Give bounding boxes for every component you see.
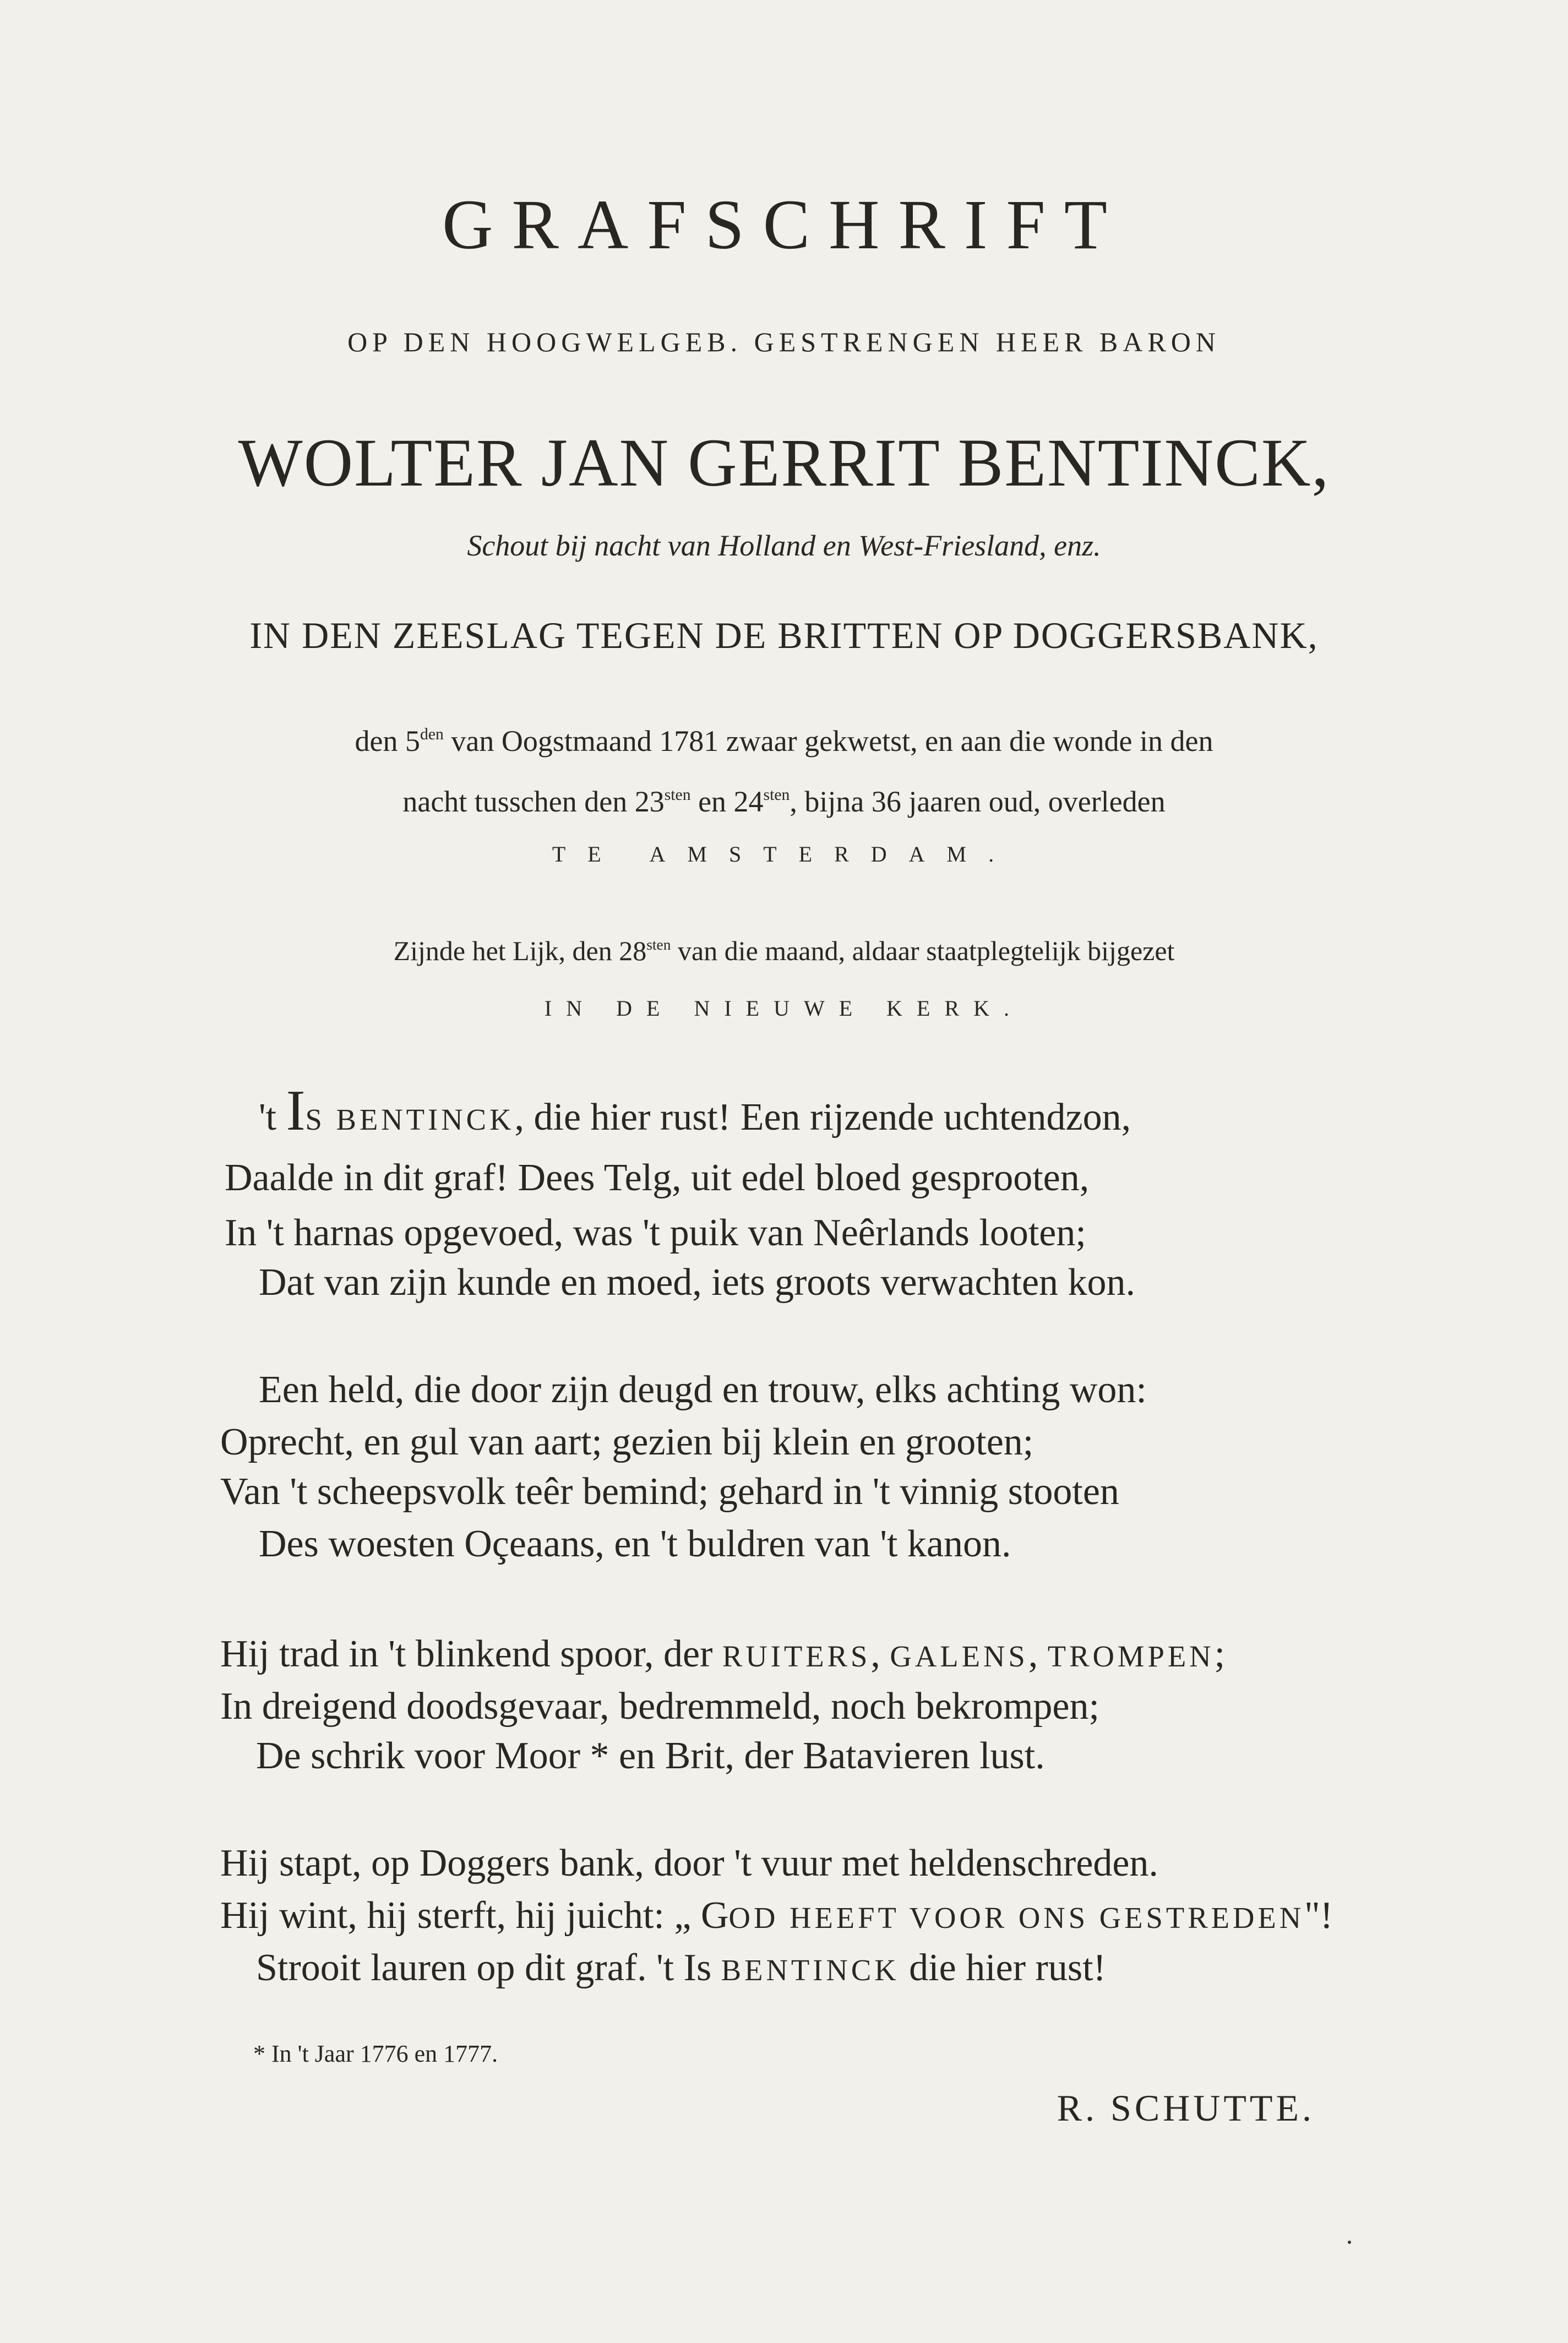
poem-line: Oprecht, en gul van aart; gezien bij klein en grooten; <box>220 1421 1034 1463</box>
detail-line-1: den $5^{den}$ van Oogstmaand 1781 zwaar gekwetst, en aan die wonde in den <box>355 724 1213 758</box>
poem-line: Daalde in dit graf! Dees Telg, uit edel bloed gesprooten, <box>225 1157 1090 1199</box>
honoree-name: WOLTER JAN GERRIT BENTINCK, <box>238 425 1330 500</box>
poem-line: Strooit lauren op dit graf. 't Is BENTINCK die hier rust! <box>256 1947 1106 1989</box>
poem-line: 't IS BENTINCK, die hier rust! Een rijzende uchtendzon, <box>259 1078 1131 1142</box>
battle-line: IN DEN ZEESLAG TEGEN DE BRITTEN OP DOGGERSBANK, <box>249 614 1319 656</box>
poem-line: Hij stapt, op Doggers bank, door 't vuur met heldenschreden. <box>220 1842 1158 1884</box>
footnote: * In 't Jaar 1776 en 1777. <box>253 2040 498 2067</box>
author-signature: R. SCHUTTE. <box>1057 2087 1315 2129</box>
honoree-rank: Schout bij nacht van Holland en West-Friesland, enz. <box>467 529 1101 562</box>
subtitle: OP DEN HOOGWELGEB. GESTRENGEN HEER BARON <box>347 326 1221 357</box>
church-line: IN DE NIEUWE KERK. <box>544 996 1024 1021</box>
poem-line: Dat van zijn kunde en moed, iets groots verwachten kon. <box>259 1261 1136 1304</box>
poem-line: Van 't scheepsvolk teêr bemind; gehard in 't vinnig stooten <box>220 1470 1119 1513</box>
place-line: TE AMSTERDAM. <box>552 842 1016 867</box>
ink-speck <box>1348 2241 1351 2244</box>
burial-line: Zijnde het Lijk, den $28^{sten}$ van die maand, aldaar staatplegtelijk bijgezet <box>393 935 1175 966</box>
poem-line: Des woesten Oçeaans, en 't buldren van 't kanon. <box>259 1523 1011 1565</box>
poem-line: Hij trad in 't blinkend spoor, der RUITERS, GALENS, TROMPEN; <box>220 1633 1226 1675</box>
poem-line: In 't harnas opgevoed, was 't puik van Neêrlands looten; <box>225 1212 1086 1254</box>
poem-line: Een held, die door zijn deugd en trouw, elks achting won: <box>259 1369 1147 1411</box>
detail-line-2: nacht tusschen den $23^{sten}$ en $24^{sten}$, bijna 36 jaaren oud, overleden <box>402 785 1166 818</box>
poem-line: In dreigend doodsgevaar, bedremmeld, noch bekrompen; <box>220 1685 1099 1728</box>
poem-line: Hij wint, hij sterft, hij juicht: „ GOD HEEFT VOOR ONS GESTREDEN"! <box>220 1894 1333 1937</box>
poem-line: De schrik voor Moor * en Brit, der Batavieren lust. <box>256 1735 1045 1777</box>
page-title: GRAFSCHRIFT <box>442 186 1126 264</box>
